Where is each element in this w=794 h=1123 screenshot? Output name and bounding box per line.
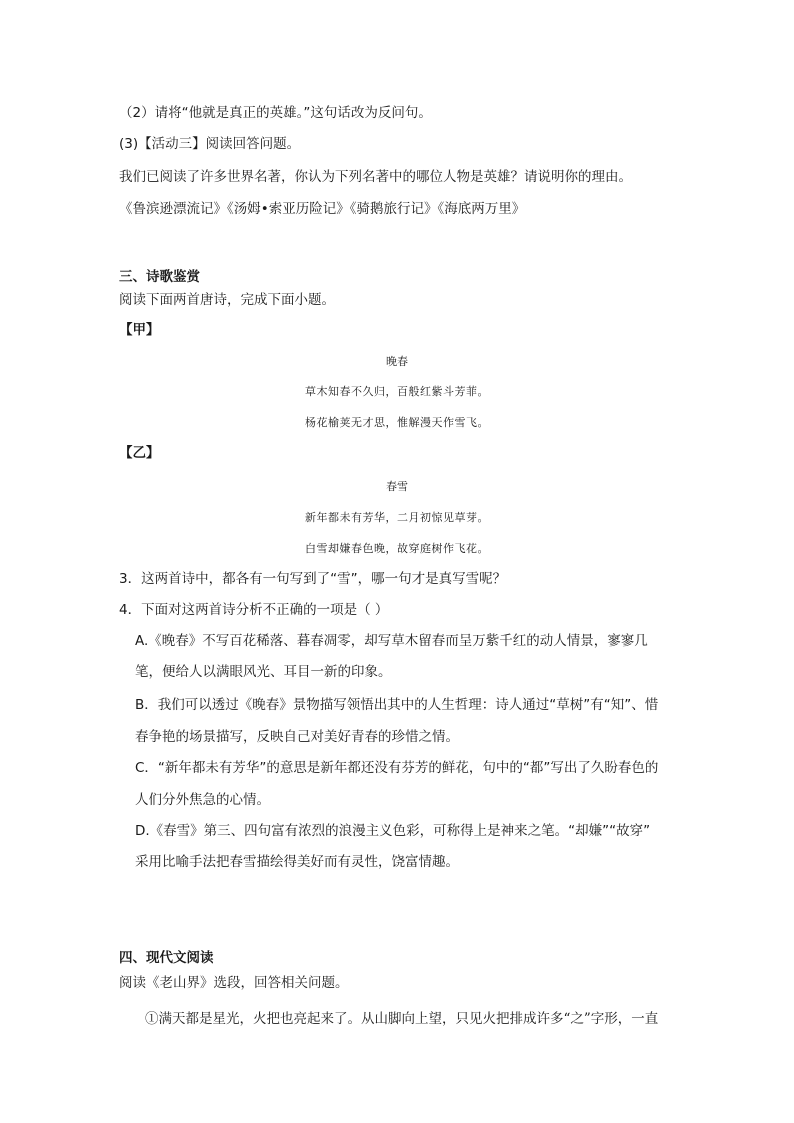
option-d-line2: 采用比喻手法把春雪描绘得美好而有灵性，饶富情趣。 (135, 854, 459, 870)
option-a-line1: A.《晚春》不写百花稀落、暮春凋零，却写草木留春而呈万紫千红的动人情景，寥寥几 (135, 633, 648, 649)
option-c-line2: 人们分外焦急的心情。 (135, 792, 270, 808)
poem-b-line2: 白雪却嫌春色晚，故穿庭树作飞花。 (305, 542, 489, 555)
question-3: 3．这两首诗中，都各有一句写到了“雪”，哪一句才是真写雪呢？ (119, 571, 507, 587)
poem-b-line1: 新年都未有芳华，二月初惊见草芽。 (305, 511, 489, 524)
option-b-line2: 春争艳的场景描写，反映自己对美好青春的珍惜之情。 (135, 729, 459, 745)
poem-b-marker: 【乙】 (119, 445, 160, 461)
section4-heading: 四、现代文阅读 (119, 950, 214, 966)
question-4: 4．下面对这两首诗分析不正确的一项是（ ） (119, 602, 389, 618)
option-d-line1: D.《春雪》第三、四句富有浓烈的浪漫主义色彩，可称得上是神来之笔。“却嫌”“故穿” (135, 823, 651, 839)
activity3-prompt: 我们已阅读了许多世界名著，你认为下列名著中的哪位人物是英雄？请说明你的理由。 (119, 169, 632, 185)
poem-a-line1: 草木知春不久归，百般红紫斗芳菲。 (305, 385, 489, 398)
poem-a-title: 晚春 (386, 355, 408, 368)
section3-heading: 三、诗歌鉴赏 (119, 269, 200, 285)
poem-a-line2: 杨花榆荚无才思，惟解漫天作雪飞。 (305, 416, 489, 429)
option-b-line1: B．我们可以透过《晚春》景物描写领悟出其中的人生哲理：诗人通过“草树”有“知”、惜 (135, 697, 659, 713)
modern-paragraph-1: ①满天都是星光，火把也亮起来了。从山脚向上望，只见火把排成许多“之”字形，一直 (145, 1011, 659, 1027)
poem-b-title: 春雪 (386, 480, 408, 493)
section3-intro: 阅读下面两首唐诗，完成下面小题。 (119, 292, 335, 308)
activity3-q3: (3)【活动三】阅读回答问题。 (119, 136, 301, 152)
option-a-line2: 笔，便给人以满眼风光、耳目一新的印象。 (135, 664, 392, 680)
activity3-books: 《鲁滨逊漂流记》《汤姆•索亚历险记》《骑鹅旅行记》《海底两万里》 (119, 201, 526, 217)
section4-intro: 阅读《老山界》选段，回答相关问题。 (119, 975, 349, 991)
option-c-line1: C．“新年都未有芳华”的意思是新年都还没有芬芳的鲜花，句中的“都”写出了久盼春色的 (135, 760, 659, 776)
poem-a-marker: 【甲】 (119, 322, 160, 338)
activity2-q2: （2）请将“他就是真正的英雄。”这句话改为反问句。 (119, 105, 432, 121)
